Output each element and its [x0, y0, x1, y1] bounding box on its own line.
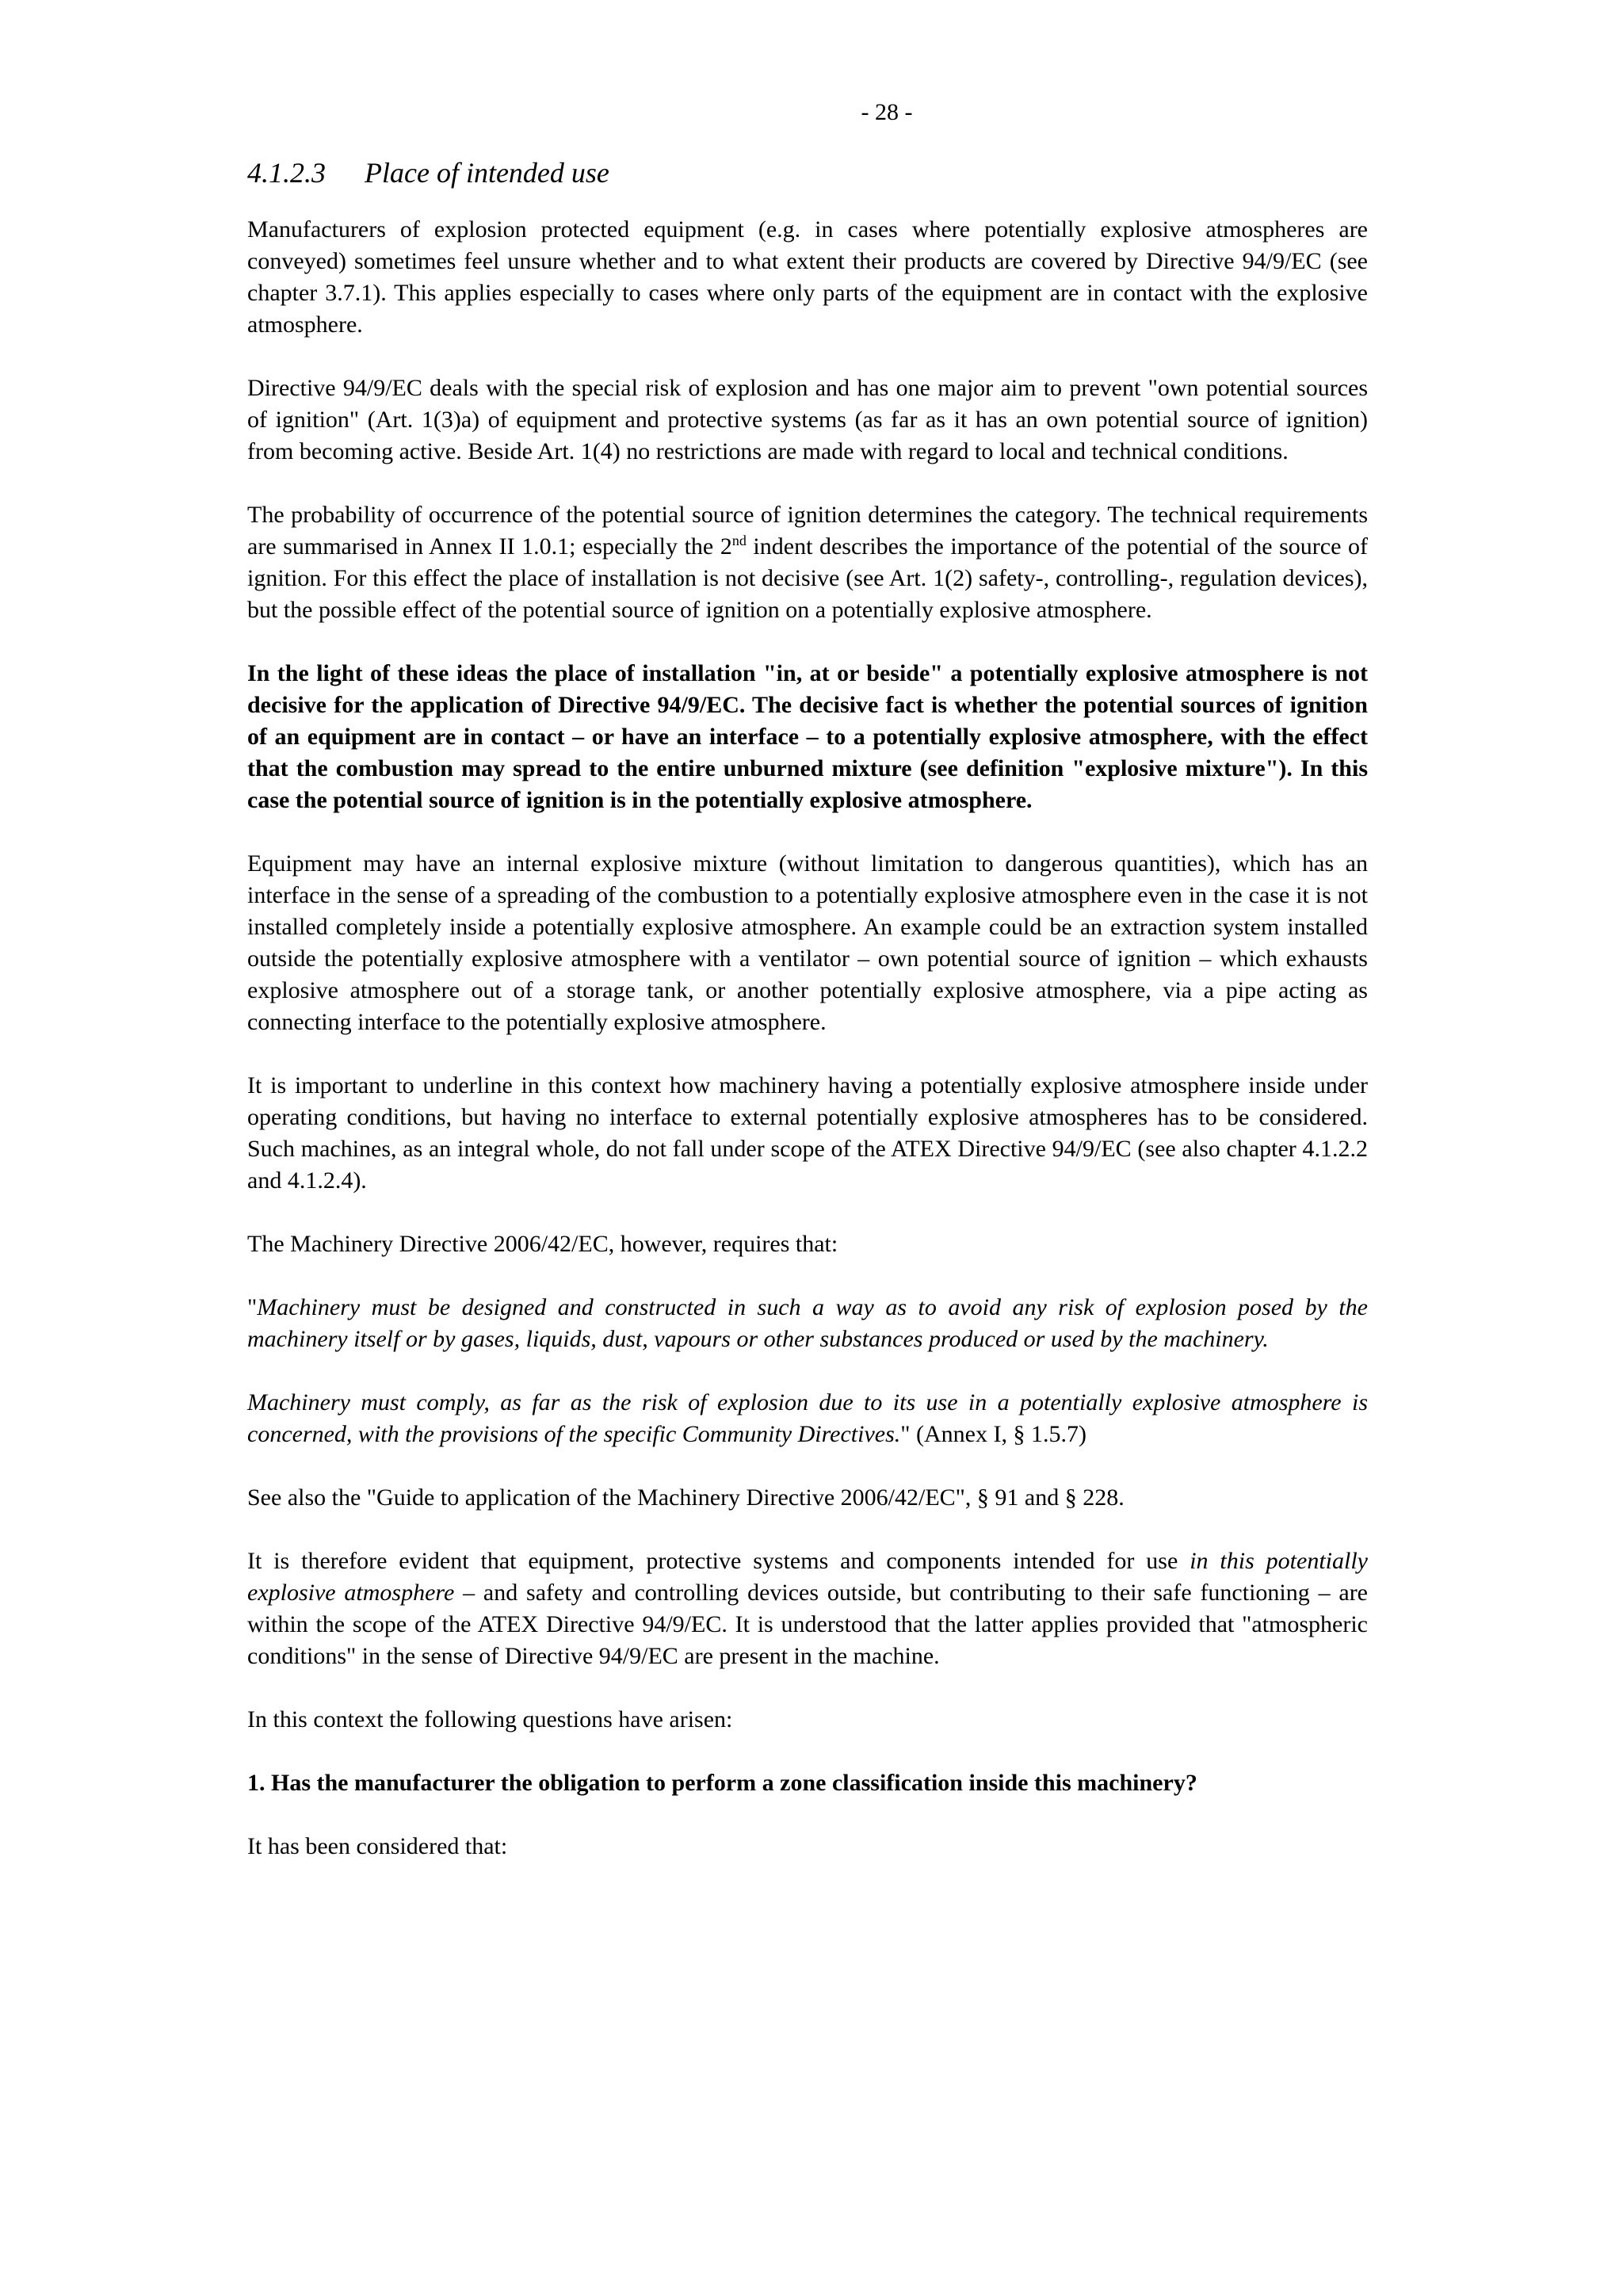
paragraph-4-bold: In the light of these ideas the place of installation "in, at or beside" a potentially explosive atmosphere is not decisive for the application of Directive 94/9/EC. The decisive fact is whether the potential sources of ignition of an equipment are in contact – or have an interface – to a potentially explosive atmosphere, with the effect that the combustion may spread to the entire unburned mixture (see definition "explosive mixture"). In this case the potential source of ignition is in the potentially explosive atmosphere.	[247, 660, 1368, 813]
paragraph-3-part-a: The probability of occurrence of the potential source of ignition determines the category. The technical requirements are summarised in Annex II 1.0.1; especially the 2	[247, 502, 1368, 560]
section-title: Place of intended use	[365, 157, 609, 189]
paragraph-14: It has been considered that:	[247, 1833, 508, 1859]
paragraph-11	[247, 1545, 1368, 1672]
quote-text-1: Machinery must be designed and constructed in such a way as to avoid any risk of explosion posed by the machinery itself or by gases, liquids, dust, vapours or other substances produced or used by the machinery.	[247, 1294, 1368, 1352]
document-page	[247, 97, 1368, 1894]
quote-paragraph-1	[247, 1292, 1368, 1355]
paragraph-5: Equipment may have an internal explosive mixture (without limitation to dangerous quantities), which has an interface in the sense of a spreading of the combustion to a potentially explosive atmosphere even in the case it is not installed completely inside a potentially explosive atmosphere. An example could be an extraction system installed outside the potentially explosive atmosphere with a ventilator – own potential source of ignition – which exhausts explosive atmosphere out of a storage tank, or another potentially explosive atmosphere, via a pipe acting as connecting interface to the potentially explosive atmosphere.	[247, 850, 1368, 1035]
paragraph-11-part-a: It is therefore evident that equipment, protective systems and components intended for use	[247, 1548, 1190, 1574]
paragraph-11-part-b: – and safety and controlling devices outside, but contributing to their safe functioning – are within the scope of the ATEX Directive 94/9/EC. It is understood that the latter applies provided that "atmospheric conditions" in the sense of Directive 94/9/EC are present in the machine.	[247, 1580, 1368, 1669]
paragraph-3	[247, 499, 1368, 626]
ordinal-superscript: nd	[731, 533, 747, 548]
quote-open-mark: "	[247, 1294, 258, 1320]
paragraph-2: Directive 94/9/EC deals with the special risk of explosion and has one major aim to prevent "own potential sources of ignition" (Art. 1(3)a) of equipment and protective systems (as far as it has an own potential source of ignition) from becoming active. Beside Art. 1(4) no restrictions are made with regard to local and technical conditions.	[247, 375, 1368, 464]
paragraph-3-part-b: indent describes the importance of the potential of the source of ignition. For this effect the place of installation is not decisive (see Art. 1(2) safety-, controlling-, regulation devices), but the possible effect of the potential source of ignition on a potentially explosive atmosphere.	[247, 533, 1368, 623]
paragraph-1: Manufacturers of explosion protected equipment (e.g. in cases where potentially explosive atmospheres are conveyed) sometimes feel unsure whether and to what extent their products are covered by Directive 94/9/EC (see chapter 3.7.1). This applies especially to cases where only parts of the equipment are in contact with the explosive atmosphere.	[247, 216, 1368, 338]
paragraph-6: It is important to underline in this context how machinery having a potentially explosive atmosphere inside under operating conditions, but having no interface to external potentially explosive atmospheres has to be considered. Such machines, as an integral whole, do not fall under scope of the ATEX Directive 94/9/EC (see also chapter 4.1.2.2 and 4.1.2.4).	[247, 1072, 1368, 1194]
section-heading	[247, 155, 1368, 190]
question-1: 1. Has the manufacturer the obligation to perform a zone classification inside this machinery?	[247, 1770, 1197, 1796]
paragraph-10: See also the "Guide to application of the Machinery Directive 2006/42/EC", § 91 and § 228.	[247, 1484, 1125, 1511]
paragraph-7: The Machinery Directive 2006/42/EC, however, requires that:	[247, 1231, 838, 1257]
page-number: - 28 -	[861, 99, 913, 125]
section-number: 4.1.2.3	[247, 157, 326, 189]
paragraph-12: In this context the following questions have arisen:	[247, 1706, 733, 1733]
quote-paragraph-2	[247, 1387, 1368, 1450]
paragraph-11-italic: in this potentially explosive atmosphere	[247, 1548, 1368, 1606]
quote-text-2: Machinery must comply, as far as the risk of explosion due to its use in a potentially explosive atmosphere is concerned, with the provisions of the specific Community Directives.	[247, 1389, 1368, 1447]
quote-citation: " (Annex I, § 1.5.7)	[900, 1421, 1086, 1447]
